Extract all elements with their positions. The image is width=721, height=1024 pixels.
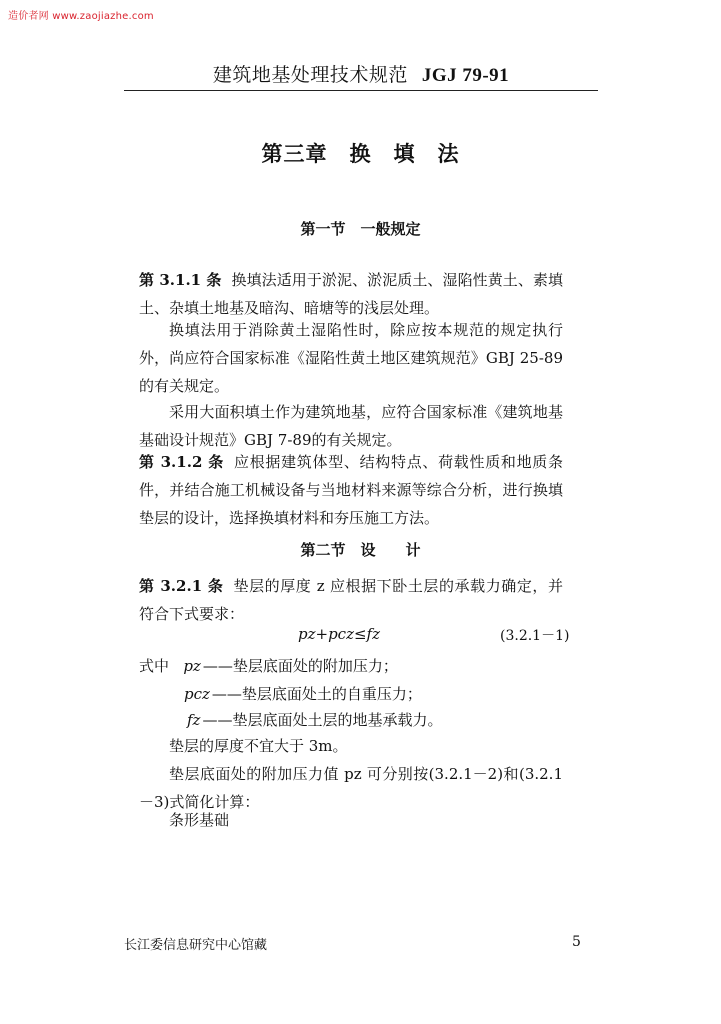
definition-text: ——垫层底面处的附加压力；	[202, 657, 398, 675]
clause-3-1-1	[139, 266, 563, 322]
chapter-title: 第三章 换 填 法	[261, 141, 460, 166]
section-title-1: 第一节 一般规定	[300, 220, 421, 238]
definition-row	[184, 680, 422, 708]
definition-symbol: pcz	[184, 685, 210, 703]
header-code: JGJ 79-91	[421, 65, 510, 86]
formula-number: (3.2.1－1)	[500, 628, 570, 644]
definition-row	[187, 706, 442, 734]
page-number: 5	[572, 934, 581, 950]
clause-3-2-1	[139, 572, 563, 628]
definition-row	[139, 652, 398, 680]
clause-label: 第 3.2.1 条	[139, 577, 224, 595]
clause-label: 第 3.1.1 条	[139, 271, 222, 289]
section-title-2: 第二节 设 计	[300, 541, 421, 559]
thickness-limit-line: 垫层的厚度不宜大于 3m。	[169, 737, 348, 755]
clause-text: 应根据建筑体型、结构特点、荷载性质和地质条件，并结合施工机械设备与当地材料来源等综合分析，进行换填垫层的设计，选择换填材料和夯压施工方法。	[139, 453, 563, 527]
definition-symbol: fz	[187, 711, 201, 729]
definition-text: ——垫层底面处土层的地基承载力。	[202, 711, 443, 729]
watermark-link[interactable]: www.zaojiazhe.com	[52, 11, 154, 22]
strip-foundation-line: 条形基础	[169, 811, 230, 829]
clause-text: 垫层的厚度 z 应根据下卧土层的承载力确定，并符合下式要求：	[139, 577, 563, 623]
definition-text: ——垫层底面处土的自重压力；	[211, 685, 422, 703]
paragraph-loess: 换填法用于消除黄土湿陷性时，除应按本规范的规定执行外，尚应符合国家标准《湿陷性黄土地区建筑规范》GBJ 25-89的有关规定。	[139, 321, 563, 395]
clause-label: 第 3.1.2 条	[139, 453, 224, 471]
definition-intro: 式中	[139, 657, 170, 675]
clause-3-1-2	[139, 448, 563, 532]
watermark-site-name: 造价者网	[8, 11, 49, 22]
running-header	[124, 60, 598, 87]
definition-symbol: pz	[183, 657, 201, 675]
header-title: 建筑地基处理技术规范	[212, 64, 408, 86]
paragraph-additional-pressure: 垫层底面处的附加压力值 pz 可分别按(3.2.1－2)和(3.2.1－3)式简化计算：	[139, 765, 563, 811]
formula: pz+pcz≤fz	[298, 625, 381, 643]
header-rule	[124, 90, 598, 91]
clause-text: 换填法适用于淤泥、淤泥质土、湿陷性黄土、素填土、杂填土地基及暗沟、暗塘等的浅层处理。	[139, 271, 563, 317]
watermark	[8, 7, 154, 22]
footer-collection: 长江委信息研究中心馆藏	[124, 938, 268, 953]
paragraph-fill: 采用大面积填土作为建筑地基，应符合国家标准《建筑地基基础设计规范》GBJ 7-89的有关规定。	[139, 403, 563, 449]
